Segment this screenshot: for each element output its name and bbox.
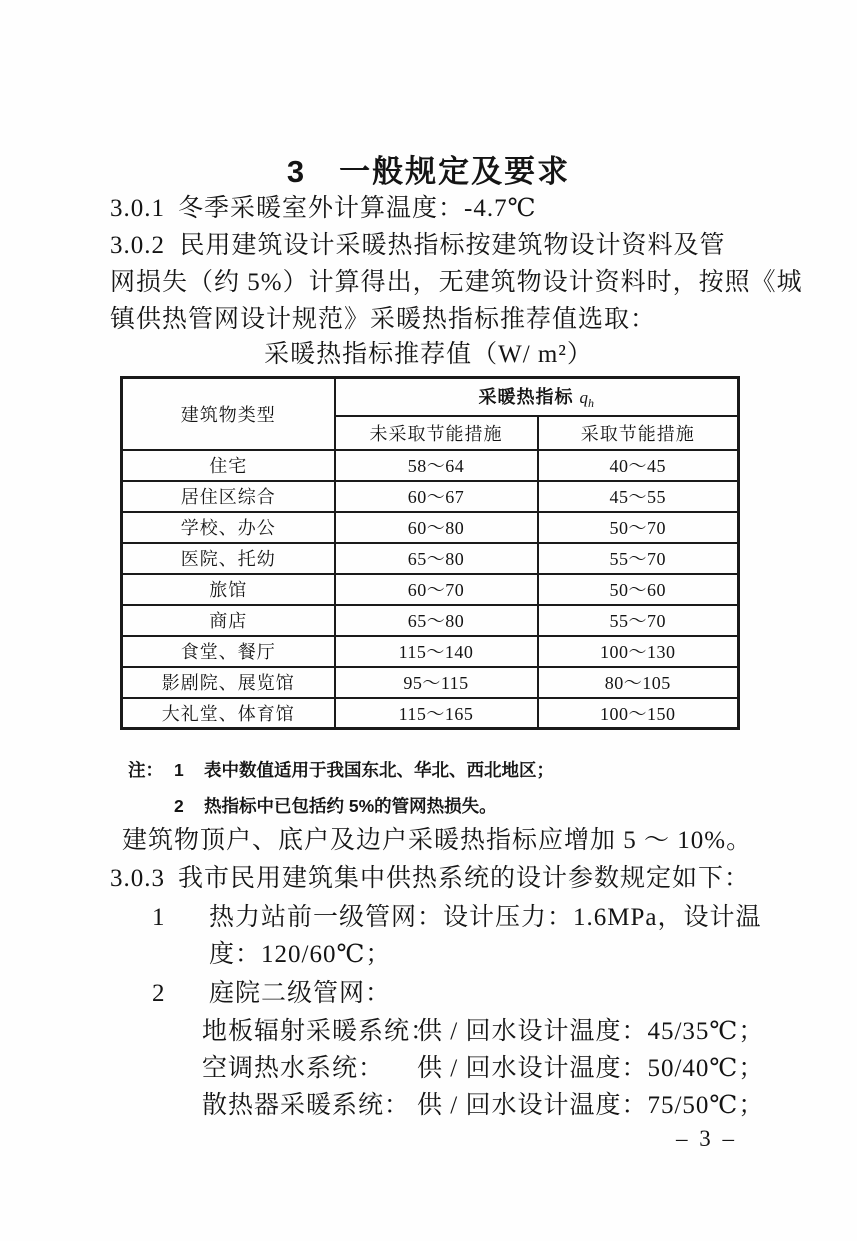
column-header-heat-index: 采暖热指标 $q_h$ — [335, 378, 739, 416]
list-item-number: 1 — [152, 904, 166, 931]
no-saving-value-cell: 65～80 — [335, 543, 538, 574]
paragraph-line: 3.0.2 民用建筑设计采暖热指标按建筑物设计资料及管 — [110, 232, 726, 259]
column-header-building-type: 建筑物类型 — [122, 378, 335, 450]
paragraph-heat-index-increase: 建筑物顶户、底户及边户采暖热指标应增加 5 ～ 10%。 — [122, 827, 753, 854]
subsystem-value: 供 / 回水设计温度：50/40℃； — [417, 1055, 765, 1082]
note-number: 1 — [174, 760, 184, 780]
list-item-text — [209, 975, 391, 1012]
note-text: 热指标中已包括约 5%的管网热损失。 — [204, 796, 497, 816]
saving-value-cell: 40～45 — [538, 450, 739, 481]
heat-index-table — [120, 376, 740, 730]
table-row — [122, 543, 739, 574]
saving-value-cell: 50～60 — [538, 574, 739, 605]
saving-value-cell: 80～105 — [538, 667, 739, 698]
table-row — [122, 481, 739, 512]
subsystem-row — [202, 1050, 764, 1087]
building-type-cell: 食堂、餐厅 — [122, 636, 335, 667]
building-type-cell: 居住区综合 — [122, 481, 335, 512]
note-text: 表中数值适用于我国东北、华北、西北地区； — [204, 760, 554, 780]
subsystem-list — [202, 1013, 764, 1124]
table-row — [122, 667, 739, 698]
no-saving-value-cell: 60～70 — [335, 574, 538, 605]
table-notes — [128, 752, 554, 824]
saving-value-cell: 100～150 — [538, 698, 739, 729]
table-row — [122, 636, 739, 667]
table-row — [122, 698, 739, 729]
subsystem-row — [202, 1013, 764, 1050]
saving-value-cell: 45～55 — [538, 481, 739, 512]
heat-index-subscript: h — [588, 395, 595, 410]
section-3-0-3 — [110, 860, 750, 897]
no-saving-value-cell: 65～80 — [335, 605, 538, 636]
building-type-cell: 大礼堂、体育馆 — [122, 698, 335, 729]
note-prefix: 注： — [128, 760, 163, 780]
building-type-cell: 住宅 — [122, 450, 335, 481]
list-item-line: 度：120/60℃； — [209, 941, 392, 968]
note-prefix — [128, 788, 174, 824]
no-saving-value-cell: 115～140 — [335, 636, 538, 667]
subsystem-value: 供 / 回水设计温度：45/35℃； — [417, 1018, 765, 1045]
column-header-saving: 采取节能措施 — [538, 416, 739, 450]
saving-value-cell: 55～70 — [538, 605, 739, 636]
no-saving-value-cell: 60～67 — [335, 481, 538, 512]
section-text: 我市民用建筑集中供热系统的设计参数规定如下： — [178, 865, 751, 892]
no-saving-value-cell: 115～165 — [335, 698, 538, 729]
building-type-cell: 旅馆 — [122, 574, 335, 605]
heat-index-symbol: q — [579, 387, 589, 407]
list-item-text — [209, 899, 761, 973]
saving-value-cell: 55～70 — [538, 543, 739, 574]
subsystem-row — [202, 1087, 764, 1124]
section-3-0-1 — [110, 190, 537, 227]
no-saving-value-cell: 95～115 — [335, 667, 538, 698]
section-3-0-2 — [110, 227, 803, 338]
building-type-cell: 商店 — [122, 605, 335, 636]
section-number: 3.0.1 — [110, 195, 165, 222]
no-saving-value-cell: 58～64 — [335, 450, 538, 481]
paragraph-line: 网损失（约 5%）计算得出，无建筑物设计资料时，按照《城 — [110, 269, 803, 296]
subsystem-name: 散热器采暖系统： — [202, 1092, 411, 1119]
table-caption: 采暖热指标推荐值（W/ m²） — [264, 341, 593, 368]
list-item-line: 热力站前一级管网：设计压力：1.6MPa，设计温 — [209, 904, 762, 931]
note-row — [128, 752, 554, 788]
subsystem-name: 地板辐射采暖系统： — [202, 1018, 437, 1045]
section-text: 冬季采暖室外计算温度：-4.7℃ — [178, 195, 537, 222]
table-row — [122, 512, 739, 543]
saving-value-cell: 50～70 — [538, 512, 739, 543]
page-number: – 3 – — [676, 1126, 737, 1151]
note-number: 2 — [174, 796, 184, 816]
list-item-number: 2 — [152, 980, 166, 1007]
subsystem-name: 空调热水系统： — [202, 1055, 385, 1082]
list-item-line: 庭院二级管网： — [209, 980, 392, 1007]
no-saving-value-cell: 60～80 — [335, 512, 538, 543]
paragraph-line: 镇供热管网设计规范》采暖热指标推荐值选取： — [110, 306, 657, 333]
building-type-cell: 影剧院、展览馆 — [122, 667, 335, 698]
building-type-cell: 学校、办公 — [122, 512, 335, 543]
list-item-2 — [152, 975, 391, 1012]
section-number: 3.0.3 — [110, 865, 165, 892]
note-row — [128, 788, 554, 824]
table-row — [122, 605, 739, 636]
column-header-no-saving: 未采取节能措施 — [335, 416, 538, 450]
list-item-1 — [152, 899, 761, 973]
table-row — [122, 574, 739, 605]
table-row — [122, 450, 739, 481]
page-title: 3 一般规定及要求 — [286, 154, 571, 189]
subsystem-value: 供 / 回水设计温度：75/50℃； — [417, 1092, 765, 1119]
building-type-cell: 医院、托幼 — [122, 543, 335, 574]
saving-value-cell: 100～130 — [538, 636, 739, 667]
